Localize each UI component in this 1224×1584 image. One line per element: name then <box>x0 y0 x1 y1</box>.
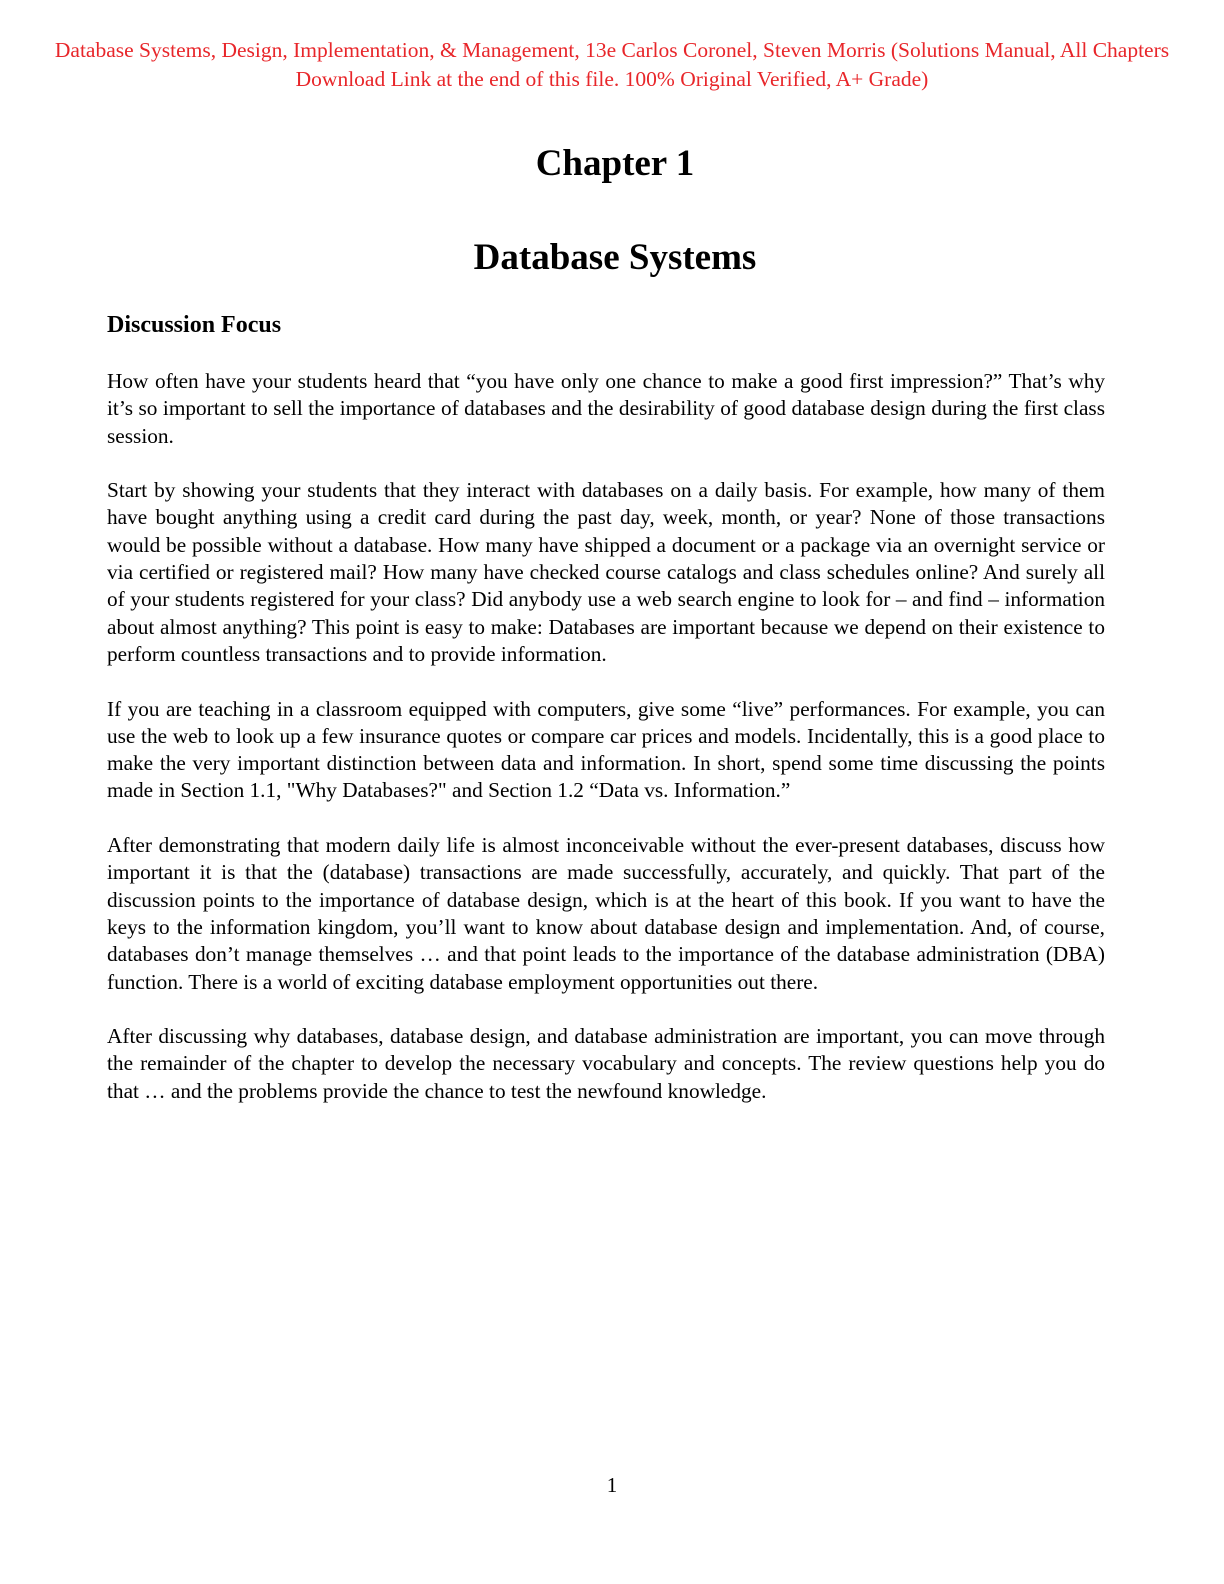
paragraph-remainder-of-chapter: After discussing why databases, database design, and database administration are important, you can move through the remainder of the chapter to develop the necessary vocabulary and concepts. The review questions help you do that … and the problems provide the chance to test the newfound knowledge. <box>107 1024 1105 1103</box>
chapter-name-title: Database Systems <box>473 237 757 278</box>
paragraph-daily-databases: Start by showing your students that they interact with databases on a daily basis. For example, how many of them have bought anything using a credit card during the past day, week, month, or year? None of those transactions would be possible without a database. How many have shipped a document or a package via an overnight service or via certified or registered mail? How many have checked course catalogs and class schedules online? And surely all of your students registered for your class? Did anybody use a web search engine to look for – and find – information about almost anything? This point is easy to make: Databases are important because we depend on their existence to perform countless transactions and to provide information. <box>107 478 1105 666</box>
paragraph-database-design: After demonstrating that modern daily life is almost inconceivable without the ever-present databases, discuss how important it is that the (database) transactions are made successfully, accurately, and quickly. That part of the discussion points to the importance of database design, which is at the heart of this book. If you want to have the keys to the information kingdom, you’ll want to know about database design and implementation. And, of course, databases don’t manage themselves … and that point leads to the importance of the database administration (DBA) function. There is a world of exciting database employment opportunities out there. <box>107 833 1105 994</box>
paragraph-first-impression: How often have your students heard that “you have only one chance to make a good first impression?” That’s why it’s so important to sell the importance of databases and the desirability of good database design during the first class session. <box>107 369 1105 448</box>
chapter-number-title: Chapter 1 <box>535 143 695 184</box>
section-heading: Discussion Focus <box>107 312 282 338</box>
discussion-body <box>107 368 1105 1132</box>
page-number: 1 <box>606 1473 618 1497</box>
download-banner: Database Systems, Design, Implementation, & Management, 13e Carlos Coronel, Steven Morris (Solutions Manual, All Chapters Download Link at the end of this file. 100% Original Verified, A+ Grade) <box>54 38 1170 91</box>
paragraph-live-performances: If you are teaching in a classroom equipped with computers, give some “live” performances. For example, you can use the web to look up a few insurance quotes or compare car prices and models. Incidentally, this is a good place to make the very important distinction between data and information. In short, spend some time discussing the points made in Section 1.1, "Why Databases?" and Section 1.2 “Data vs. Information.” <box>107 696 1105 803</box>
